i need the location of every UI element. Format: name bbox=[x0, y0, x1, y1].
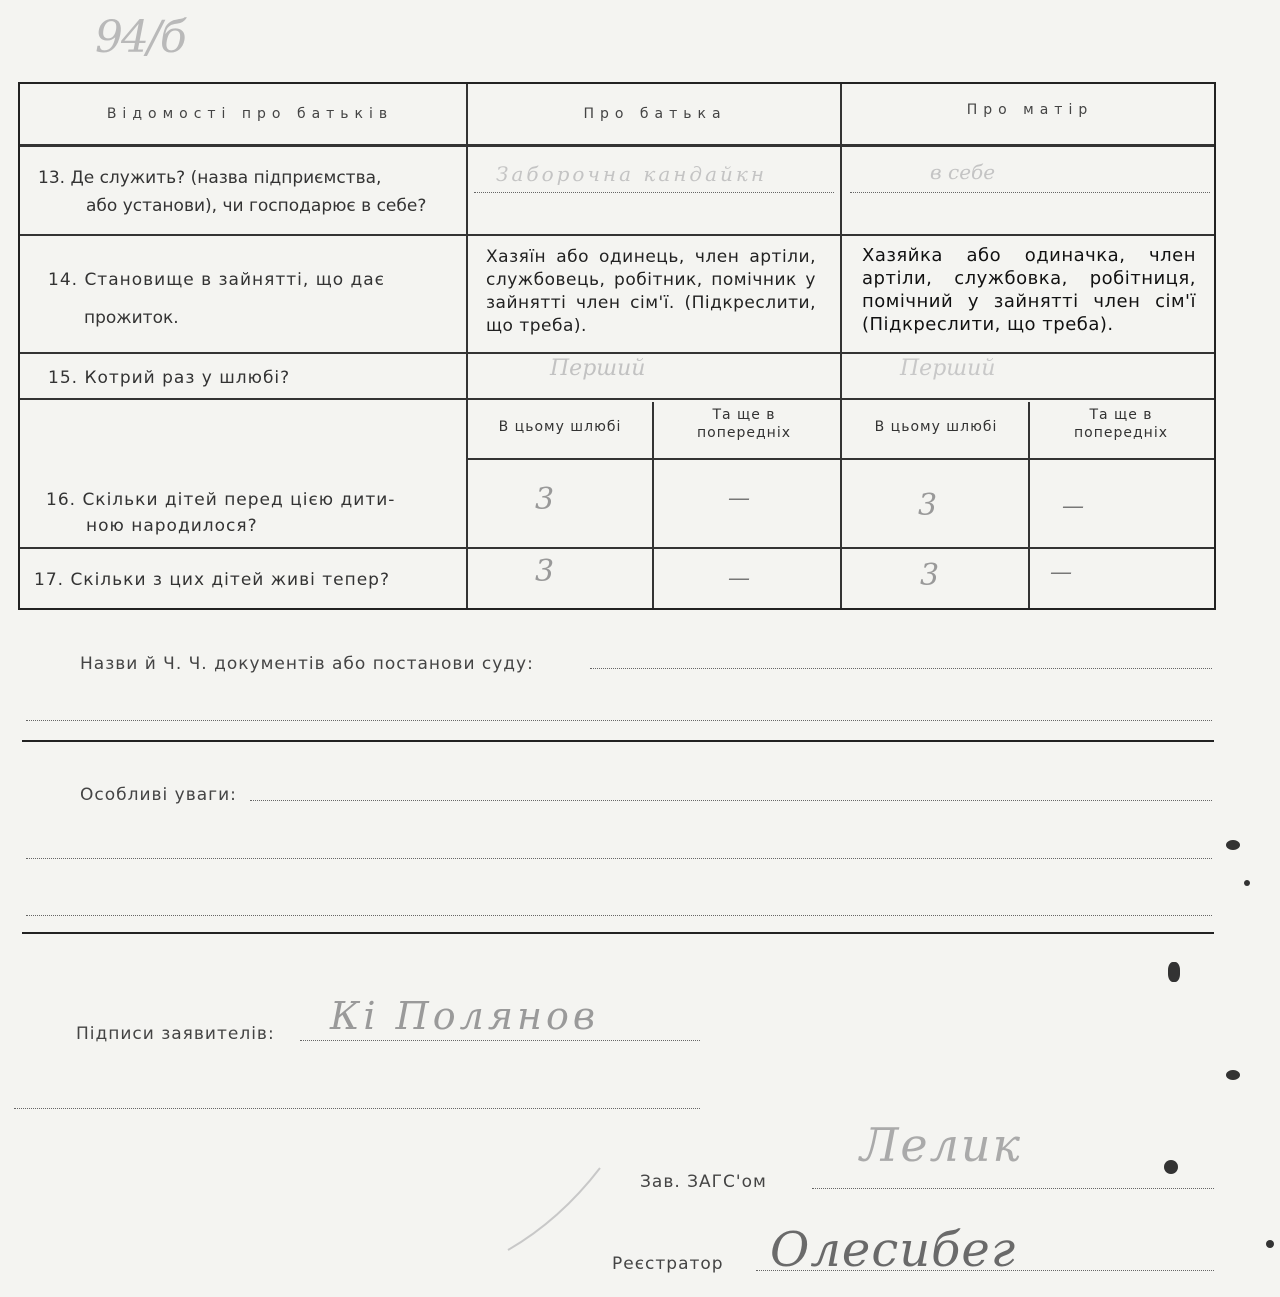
q16-label-line1: 16. Скільки дітей перед цією дити- bbox=[46, 490, 396, 510]
q16-mother-this-value: 3 bbox=[918, 488, 938, 523]
q13-label-line1: 13. Де служить? (назва підприємства, bbox=[38, 168, 382, 188]
q17-label: 17. Скільки з цих дітей живі тепер? bbox=[34, 570, 390, 590]
signature-line-1 bbox=[300, 1040, 700, 1041]
signature-line-2 bbox=[14, 1108, 700, 1109]
q16-label-line2: ною народилося? bbox=[86, 516, 258, 536]
q13-father-answer: Заборочна кандайкн bbox=[496, 162, 768, 186]
q14-father-options: Хазяїн або одинець, член артіли, службовець, робітник, помічник у зайнятті член сім'ї. (Підкреслити, що треба). bbox=[486, 247, 816, 336]
q17-mother-prev-value: — bbox=[1050, 560, 1072, 585]
q17-father-prev-value: — bbox=[728, 566, 750, 591]
remarks-separator bbox=[22, 932, 1214, 934]
q16-father-prev-value: — bbox=[728, 486, 750, 511]
q15-label: 15. Котрий раз у шлюбі? bbox=[48, 368, 291, 388]
documents-line-2 bbox=[26, 720, 1212, 721]
zags-head-signature: Лелик bbox=[860, 1118, 1022, 1172]
q15-father-answer: Перший bbox=[550, 356, 646, 381]
q15-mother-answer: Перший bbox=[900, 356, 996, 381]
q16-father-this-marriage-header: В цьому шлюбі bbox=[498, 419, 622, 435]
q17-father-this-value: 3 bbox=[535, 554, 555, 589]
q17-mother-this-value: 3 bbox=[920, 558, 940, 593]
ink-spot-5 bbox=[1164, 1160, 1178, 1174]
documents-line-1 bbox=[590, 668, 1212, 669]
q14-mother-options: Хазяйка або одиначка, член артіли, службовка, робітниця, помічний у зайнятті член сім'ї (Підкреслити, що треба). bbox=[862, 245, 1196, 335]
remarks-line-2 bbox=[26, 858, 1212, 859]
remarks-line-1 bbox=[250, 800, 1212, 801]
zags-head-label: Зав. ЗАГС'ом bbox=[640, 1172, 767, 1192]
q16-mother-previous-header: Та ще в попередніх bbox=[1074, 407, 1168, 441]
ink-spot-6 bbox=[1266, 1240, 1274, 1248]
applicant-signature: Кі Полянов bbox=[330, 994, 600, 1038]
parents-info-table bbox=[18, 82, 1216, 610]
header-father: Про батька bbox=[583, 106, 727, 122]
header-mother: Про матір bbox=[966, 102, 1094, 118]
q14-label-line2: прожиток. bbox=[84, 308, 179, 328]
signatures-label: Підписи заявителів: bbox=[76, 1024, 275, 1044]
registrar-signature: Олесибег bbox=[770, 1222, 1017, 1278]
remarks-line-3 bbox=[26, 915, 1212, 916]
pencil-stroke-mark bbox=[500, 1160, 610, 1260]
q16-mother-prev-value: — bbox=[1062, 494, 1084, 519]
ink-spot-3 bbox=[1168, 962, 1180, 982]
documents-label: Назви й Ч. Ч. документів або постанови суду: bbox=[80, 654, 534, 674]
zags-signature-line bbox=[812, 1188, 1214, 1189]
remarks-label: Особливі уваги: bbox=[80, 785, 237, 805]
documents-separator bbox=[22, 740, 1214, 742]
q13-label-line2: або установи), чи господарює в себе? bbox=[86, 196, 427, 216]
q13-mother-answer: в себе bbox=[930, 160, 996, 184]
ink-spot-2 bbox=[1244, 880, 1250, 886]
q16-father-this-value: 3 bbox=[535, 482, 555, 517]
header-parents-info: Відомості про батьків bbox=[106, 106, 394, 122]
registrar-label: Реєстратор bbox=[612, 1254, 724, 1274]
q14-label-line1: 14. Становище в зайнятті, що дає bbox=[48, 270, 386, 290]
ink-spot-1 bbox=[1226, 840, 1240, 850]
archive-number-note: 94/б bbox=[95, 12, 185, 63]
q16-mother-this-marriage-header: В цьому шлюбі bbox=[874, 419, 998, 435]
q16-father-previous-header: Та ще в попередніх bbox=[697, 407, 791, 441]
ink-spot-4 bbox=[1226, 1070, 1240, 1080]
